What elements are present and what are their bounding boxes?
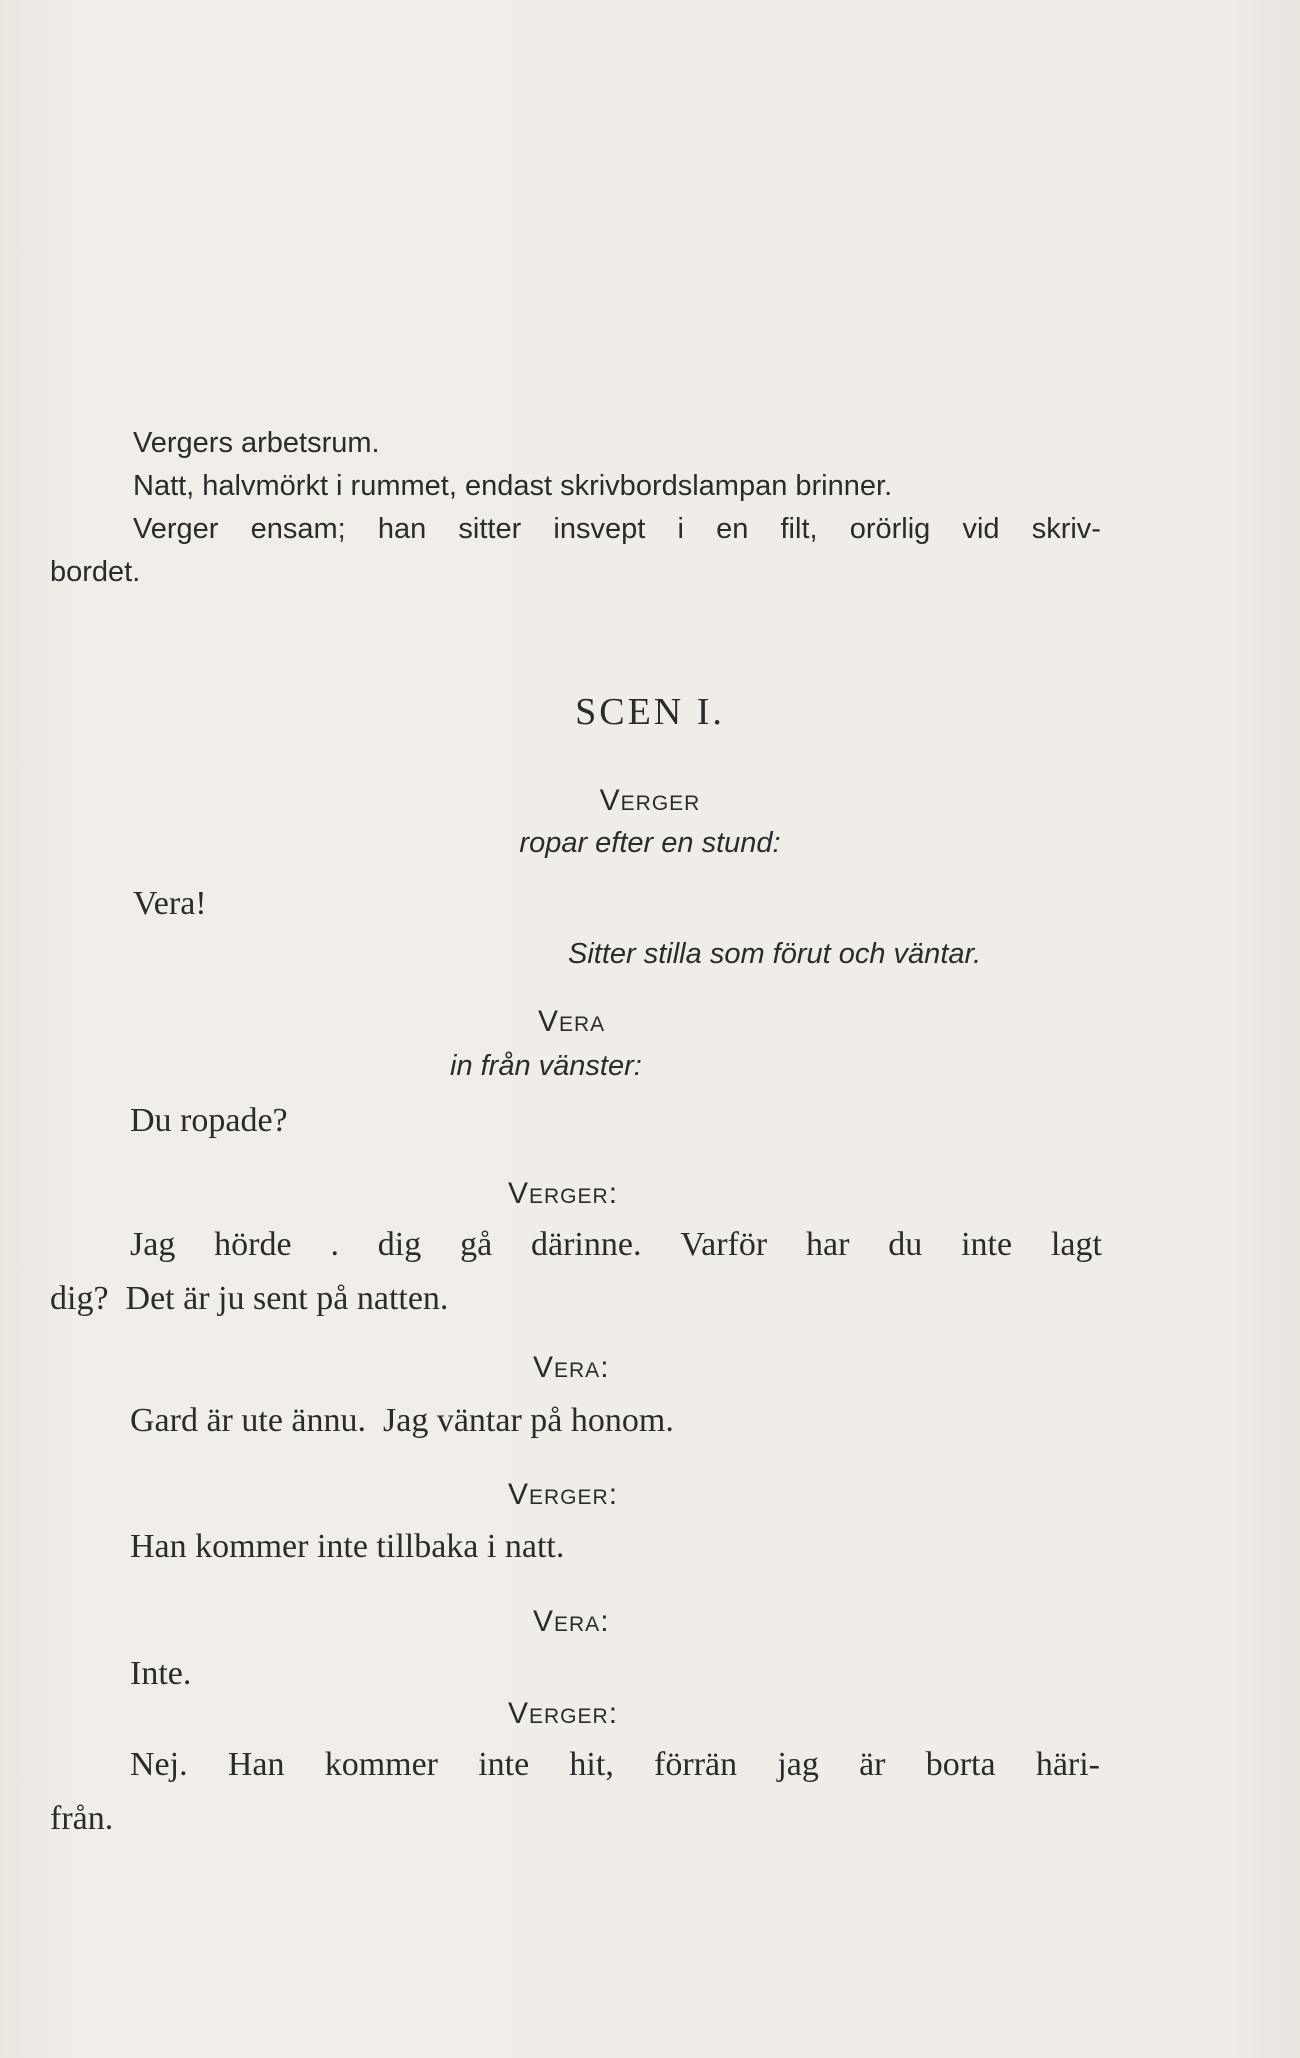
jag-horde-word: hörde xyxy=(214,1226,292,1263)
jag-horde-word: Jag xyxy=(130,1226,176,1263)
jag-horde-word: har xyxy=(806,1226,850,1263)
nej-word: Han xyxy=(227,1746,285,1783)
jag-horde-word: lagt xyxy=(1050,1226,1102,1263)
jag-horde-word: Varför xyxy=(680,1226,768,1263)
dialogue-jag-horde xyxy=(130,1226,1102,1264)
direction-ropar: ropar efter en stund: xyxy=(519,827,781,859)
jag-horde-word: därinne. xyxy=(531,1226,642,1263)
nej-word: Nej. xyxy=(130,1746,188,1783)
action-word: Verger xyxy=(133,513,219,545)
dialogue-han-kommer: Han kommer inte tillbaka i natt. xyxy=(130,1528,565,1565)
setting-line: Vergers arbetsrum. xyxy=(133,427,380,459)
action-word: en xyxy=(716,513,749,545)
speaker-verger-2: Verger: xyxy=(508,1177,619,1210)
action-word: ensam; xyxy=(250,513,346,545)
action-word: i xyxy=(677,513,684,545)
speaker-verger-1: Verger xyxy=(599,784,701,817)
dialogue-du-ropade: Du ropade? xyxy=(130,1102,288,1139)
action-word: han xyxy=(377,513,427,545)
speaker-vera-3: Vera: xyxy=(533,1605,610,1638)
jag-horde-word: gå xyxy=(460,1226,493,1263)
direction-sitter: Sitter stilla som förut och väntar. xyxy=(568,938,982,970)
action-word: insvept xyxy=(553,513,646,545)
action-word: sitter xyxy=(458,513,522,545)
jag-horde-word: . xyxy=(330,1226,339,1263)
action-word: filt, xyxy=(780,513,818,545)
speaker-vera-2: Vera: xyxy=(533,1351,610,1384)
dialogue-nej xyxy=(130,1746,1100,1784)
speaker-vera-1: Vera xyxy=(538,1005,606,1038)
jag-horde-word: inte xyxy=(961,1226,1013,1263)
action-word: orörlig xyxy=(849,513,931,545)
nej-word: kommer xyxy=(324,1746,438,1783)
nej-word: jag xyxy=(777,1746,819,1783)
dialogue-gard-ute: Gard är ute ännu. Jag väntar på honom. xyxy=(130,1402,674,1439)
jag-horde-word: du xyxy=(888,1226,923,1263)
jag-horde-word: dig xyxy=(377,1226,422,1263)
nej-word: borta xyxy=(925,1746,996,1783)
action-word: vid xyxy=(962,513,1000,545)
nej-word: är xyxy=(859,1746,886,1783)
time-line: Natt, halvmörkt i rummet, endast skrivbordslampan brinner. xyxy=(133,470,893,502)
speaker-verger-4: Verger: xyxy=(508,1697,619,1730)
dialogue-jag-horde-end: dig? Det är ju sent på natten. xyxy=(50,1280,449,1317)
dialogue-inte: Inte. xyxy=(130,1655,192,1692)
nej-word: hit, xyxy=(569,1746,614,1783)
action-line-end: bordet. xyxy=(50,556,141,588)
action-line xyxy=(133,513,1101,546)
action-word: skriv- xyxy=(1031,513,1101,545)
scene-title: SCEN I. xyxy=(575,691,725,733)
nej-word: häri- xyxy=(1035,1746,1100,1783)
dialogue-vera-call: Vera! xyxy=(133,885,207,922)
direction-in-fran: in från vänster: xyxy=(450,1050,642,1082)
nej-word: inte xyxy=(478,1746,530,1783)
nej-word: förrän xyxy=(654,1746,738,1783)
dialogue-nej-end: från. xyxy=(50,1800,114,1837)
speaker-verger-3: Verger: xyxy=(508,1478,619,1511)
